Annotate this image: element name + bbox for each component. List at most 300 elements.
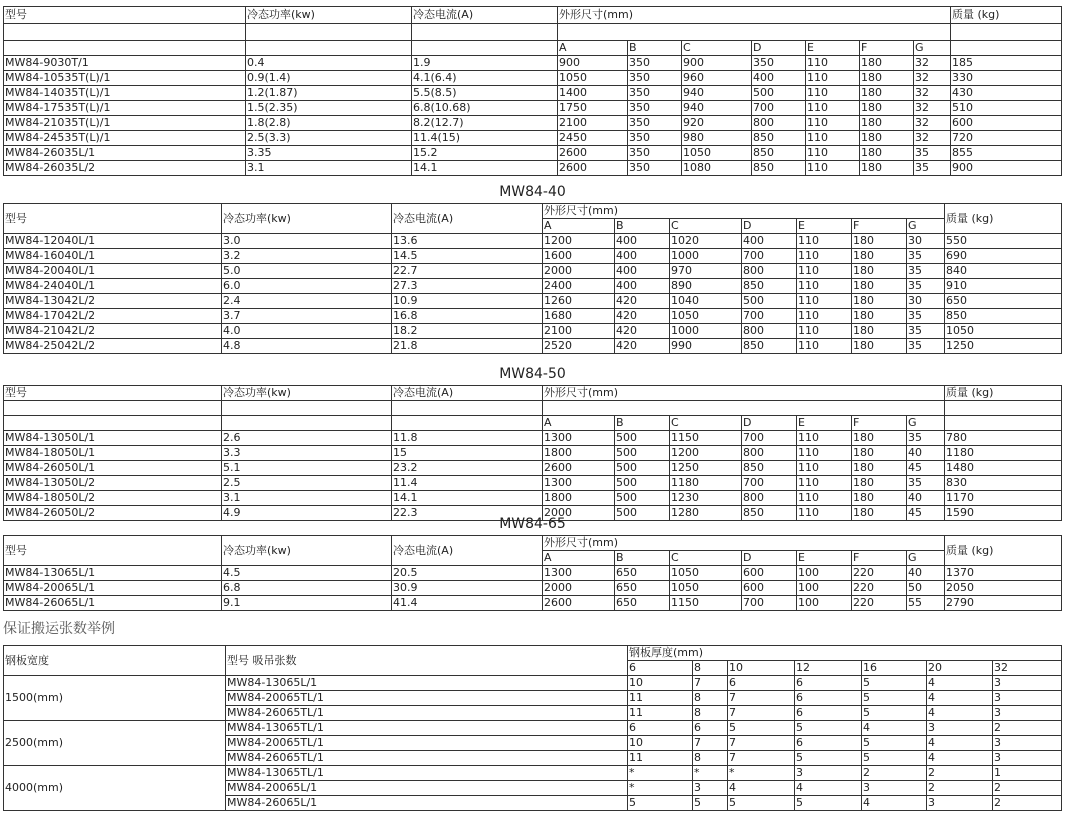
- header-model: 型号: [4, 536, 222, 566]
- dim-letter: E: [806, 41, 860, 56]
- header-blank: [222, 416, 392, 431]
- dimension-cell: 180: [852, 309, 907, 324]
- model-cell: MW84-10535T(L)/1: [4, 71, 246, 86]
- dimension-cell: 500: [615, 446, 670, 461]
- power-cell: 2.4: [222, 294, 392, 309]
- model-cell: MW84-13065TL/1: [226, 766, 628, 781]
- spec-table-mw84-40: [3, 203, 1062, 354]
- dimension-cell: 2450: [558, 131, 628, 146]
- count-cell: 5: [628, 796, 693, 811]
- dimension-cell: 180: [860, 146, 914, 161]
- table-row: [4, 676, 1062, 691]
- power-cell: 3.2: [222, 249, 392, 264]
- table-row: [4, 491, 1062, 506]
- dimension-cell: 1250: [670, 461, 742, 476]
- count-cell: 4: [927, 736, 993, 751]
- table-row: [4, 309, 1062, 324]
- dimension-cell: 700: [752, 101, 806, 116]
- weight-cell: 910: [945, 279, 1062, 294]
- dimension-cell: 850: [742, 461, 797, 476]
- dimension-cell: 1020: [670, 234, 742, 249]
- dimension-cell: 35: [907, 324, 945, 339]
- header-power: 冷态功率(kw): [222, 536, 392, 566]
- count-cell: 4: [927, 676, 993, 691]
- power-cell: 9.1: [222, 596, 392, 611]
- dimension-cell: 500: [615, 461, 670, 476]
- dimension-cell: 110: [797, 476, 852, 491]
- count-cell: 5: [693, 796, 728, 811]
- dimension-cell: 940: [682, 86, 752, 101]
- header-blank: [543, 401, 945, 416]
- thickness-cell: 32: [993, 661, 1062, 676]
- dimension-cell: 180: [852, 264, 907, 279]
- dimension-cell: 180: [860, 116, 914, 131]
- dim-letter: D: [742, 219, 797, 234]
- model-cell: MW84-20065L/1: [4, 581, 222, 596]
- thickness-cell: 12: [795, 661, 862, 676]
- header-blank: [392, 401, 543, 416]
- count-cell: 11: [628, 691, 693, 706]
- table-row: [4, 461, 1062, 476]
- dimension-cell: 1800: [543, 491, 615, 506]
- count-cell: 8: [693, 691, 728, 706]
- dimension-cell: 180: [852, 491, 907, 506]
- table-row: [4, 294, 1062, 309]
- model-cell: MW84-26050L/2: [4, 506, 222, 521]
- plate-width-cell: 1500(mm): [4, 676, 226, 721]
- count-cell: 3: [993, 706, 1062, 721]
- header-blank: [4, 416, 222, 431]
- table-row: [4, 476, 1062, 491]
- dim-letters-row: [4, 416, 1062, 431]
- table-row: [4, 446, 1062, 461]
- dim-letter: F: [852, 416, 907, 431]
- count-cell: 7: [728, 691, 795, 706]
- power-cell: 4.8: [222, 339, 392, 354]
- current-cell: 5.5(8.5): [412, 86, 558, 101]
- header-dimensions: 外形尺寸(mm): [543, 536, 945, 551]
- dimension-cell: 2600: [543, 596, 615, 611]
- dimension-cell: 500: [742, 294, 797, 309]
- count-cell: 4: [927, 751, 993, 766]
- count-cell: 7: [728, 706, 795, 721]
- model-cell: MW84-26065L/1: [226, 796, 628, 811]
- power-cell: 4.9: [222, 506, 392, 521]
- count-cell: 6: [795, 706, 862, 721]
- dimension-cell: 2100: [543, 324, 615, 339]
- dimension-cell: 32: [914, 101, 951, 116]
- dimension-cell: 110: [797, 234, 852, 249]
- count-cell: 5: [862, 676, 927, 691]
- dimension-cell: 180: [852, 249, 907, 264]
- dimension-cell: 700: [742, 596, 797, 611]
- current-cell: 6.8(10.68): [412, 101, 558, 116]
- model-cell: MW84-21042L/2: [4, 324, 222, 339]
- model-cell: MW84-17535T(L)/1: [4, 101, 246, 116]
- weight-cell: 2790: [945, 596, 1062, 611]
- table-row: [4, 71, 1062, 86]
- dimension-cell: 180: [852, 324, 907, 339]
- current-cell: 14.1: [412, 161, 558, 176]
- dimension-cell: 970: [670, 264, 742, 279]
- weight-cell: 2050: [945, 581, 1062, 596]
- model-cell: MW84-26065L/1: [4, 596, 222, 611]
- dimension-cell: 400: [615, 279, 670, 294]
- dimension-cell: 110: [806, 86, 860, 101]
- dim-letter: D: [752, 41, 806, 56]
- plate-width-cell: 4000(mm): [4, 766, 226, 811]
- dimension-cell: 32: [914, 116, 951, 131]
- dimension-cell: 32: [914, 71, 951, 86]
- table-row: [4, 146, 1062, 161]
- dimension-cell: 180: [860, 131, 914, 146]
- table-row: [4, 131, 1062, 146]
- dimension-cell: 30: [907, 234, 945, 249]
- weight-cell: 1180: [945, 446, 1062, 461]
- power-cell: 1.2(1.87): [246, 86, 412, 101]
- dimension-cell: 110: [806, 56, 860, 71]
- count-cell: 4: [927, 706, 993, 721]
- dimension-cell: 1600: [543, 249, 615, 264]
- model-cell: MW84-13065L/1: [4, 566, 222, 581]
- header-blank: [945, 416, 1062, 431]
- current-cell: 8.2(12.7): [412, 116, 558, 131]
- dimension-cell: 32: [914, 86, 951, 101]
- model-cell: MW84-13065L/1: [226, 676, 628, 691]
- model-cell: MW84-20040L/1: [4, 264, 222, 279]
- handling-examples-caption: 保证搬运张数举例: [3, 621, 115, 637]
- count-cell: 1: [993, 766, 1062, 781]
- dimension-cell: 110: [797, 324, 852, 339]
- dimension-cell: 420: [615, 324, 670, 339]
- weight-cell: 720: [951, 131, 1062, 146]
- dimension-cell: 110: [797, 294, 852, 309]
- weight-cell: 855: [951, 146, 1062, 161]
- model-cell: MW84-14035T(L)/1: [4, 86, 246, 101]
- dimension-cell: 1260: [543, 294, 615, 309]
- dimension-cell: 100: [797, 581, 852, 596]
- dimension-cell: 32: [914, 131, 951, 146]
- count-cell: 6: [728, 676, 795, 691]
- current-cell: 11.8: [392, 431, 543, 446]
- dimension-cell: 600: [742, 566, 797, 581]
- count-cell: 7: [728, 751, 795, 766]
- header-current: 冷态电流(A): [392, 204, 543, 234]
- current-cell: 30.9: [392, 581, 543, 596]
- weight-cell: 850: [945, 309, 1062, 324]
- header-blank: [412, 41, 558, 56]
- dimension-cell: 110: [806, 101, 860, 116]
- weight-cell: 185: [951, 56, 1062, 71]
- count-cell: 6: [795, 676, 862, 691]
- dimension-cell: 500: [615, 476, 670, 491]
- count-cell: 11: [628, 751, 693, 766]
- table-row: [4, 324, 1062, 339]
- header-blank: [246, 41, 412, 56]
- power-cell: 3.1: [222, 491, 392, 506]
- current-cell: 20.5: [392, 566, 543, 581]
- header-blank: [392, 416, 543, 431]
- dimension-cell: 350: [628, 56, 682, 71]
- current-cell: 16.8: [392, 309, 543, 324]
- count-cell: *: [728, 766, 795, 781]
- thickness-cell: 20: [927, 661, 993, 676]
- dimension-cell: 900: [558, 56, 628, 71]
- dimension-cell: 1750: [558, 101, 628, 116]
- header-model: 型号: [4, 7, 246, 24]
- header-power: 冷态功率(kw): [246, 7, 412, 24]
- dimension-cell: 220: [852, 566, 907, 581]
- table-row: [4, 234, 1062, 249]
- dim-letter: C: [670, 416, 742, 431]
- weight-cell: 550: [945, 234, 1062, 249]
- table-row: [4, 766, 1062, 781]
- count-cell: 3: [693, 781, 728, 796]
- model-cell: MW84-20065TL/1: [226, 691, 628, 706]
- dimension-cell: 40: [907, 446, 945, 461]
- count-cell: 3: [993, 691, 1062, 706]
- weight-cell: 780: [945, 431, 1062, 446]
- dim-letter: E: [797, 219, 852, 234]
- dimension-cell: 2600: [543, 461, 615, 476]
- header-weight: 质量 (kg): [945, 204, 1062, 234]
- dimension-cell: 180: [852, 294, 907, 309]
- dimension-cell: 990: [670, 339, 742, 354]
- table-row: [4, 161, 1062, 176]
- dimension-cell: 700: [742, 476, 797, 491]
- dimension-cell: 180: [860, 101, 914, 116]
- count-cell: 6: [795, 691, 862, 706]
- dimension-cell: 1050: [670, 581, 742, 596]
- count-cell: 8: [693, 751, 728, 766]
- dimension-cell: 2000: [543, 581, 615, 596]
- dimension-cell: 35: [907, 279, 945, 294]
- dimension-cell: 650: [615, 581, 670, 596]
- power-cell: 0.4: [246, 56, 412, 71]
- dimension-cell: 500: [615, 431, 670, 446]
- count-cell: 8: [693, 706, 728, 721]
- dimension-cell: 100: [797, 596, 852, 611]
- count-cell: 2: [993, 721, 1062, 736]
- count-cell: 5: [795, 751, 862, 766]
- dimension-cell: 1680: [543, 309, 615, 324]
- current-cell: 23.2: [392, 461, 543, 476]
- count-cell: 3: [993, 736, 1062, 751]
- count-cell: 4: [862, 796, 927, 811]
- dim-letter: B: [615, 219, 670, 234]
- header-blank: [222, 401, 392, 416]
- model-cell: MW84-17042L/2: [4, 309, 222, 324]
- dimension-cell: 35: [914, 146, 951, 161]
- dimension-cell: 2000: [543, 506, 615, 521]
- dimension-cell: 420: [615, 339, 670, 354]
- dimension-cell: 800: [742, 264, 797, 279]
- model-cell: MW84-18050L/1: [4, 446, 222, 461]
- model-cell: MW84-26065TL/1: [226, 706, 628, 721]
- count-cell: 4: [728, 781, 795, 796]
- dimension-cell: 1300: [543, 476, 615, 491]
- dimension-cell: 55: [907, 596, 945, 611]
- header-model: 型号: [4, 386, 222, 401]
- weight-cell: 1590: [945, 506, 1062, 521]
- dim-letter: E: [797, 416, 852, 431]
- dimension-cell: 400: [742, 234, 797, 249]
- dimension-cell: 400: [752, 71, 806, 86]
- power-cell: 2.6: [222, 431, 392, 446]
- dimension-cell: 32: [914, 56, 951, 71]
- dimension-cell: 1400: [558, 86, 628, 101]
- dimension-cell: 180: [852, 506, 907, 521]
- table-row: [4, 339, 1062, 354]
- dimension-cell: 220: [852, 581, 907, 596]
- count-cell: 2: [862, 766, 927, 781]
- model-cell: MW84-26050L/1: [4, 461, 222, 476]
- dimension-cell: 1180: [670, 476, 742, 491]
- current-cell: 22.3: [392, 506, 543, 521]
- weight-cell: 1370: [945, 566, 1062, 581]
- dimension-cell: 110: [797, 431, 852, 446]
- count-cell: 3: [927, 721, 993, 736]
- dimension-cell: 30: [907, 294, 945, 309]
- dimension-cell: 2000: [543, 264, 615, 279]
- dimension-cell: 850: [742, 339, 797, 354]
- dimension-cell: 850: [752, 131, 806, 146]
- dimension-cell: 350: [628, 161, 682, 176]
- power-cell: 3.35: [246, 146, 412, 161]
- dimension-cell: 800: [742, 491, 797, 506]
- dimension-cell: 40: [907, 566, 945, 581]
- thickness-cell: 16: [862, 661, 927, 676]
- dim-letters-row: [4, 41, 1062, 56]
- dimension-cell: 180: [860, 86, 914, 101]
- handling-count-table: [3, 645, 1062, 811]
- table-row: [4, 264, 1062, 279]
- dimension-cell: 180: [860, 161, 914, 176]
- dimension-cell: 800: [752, 116, 806, 131]
- dimension-cell: 650: [615, 566, 670, 581]
- current-cell: 10.9: [392, 294, 543, 309]
- weight-cell: 330: [951, 71, 1062, 86]
- dimension-cell: 1200: [543, 234, 615, 249]
- dim-letter: F: [852, 551, 907, 566]
- header-blank: [4, 24, 246, 41]
- weight-cell: 510: [951, 101, 1062, 116]
- power-cell: 1.8(2.8): [246, 116, 412, 131]
- dimension-cell: 1050: [670, 566, 742, 581]
- weight-cell: 1050: [945, 324, 1062, 339]
- dimension-cell: 850: [742, 506, 797, 521]
- model-cell: MW84-13065TL/1: [226, 721, 628, 736]
- model-cell: MW84-13050L/2: [4, 476, 222, 491]
- count-cell: 10: [628, 736, 693, 751]
- count-cell: 5: [728, 796, 795, 811]
- table-title-mw84-50: MW84-50: [499, 366, 566, 382]
- dimension-cell: 180: [852, 431, 907, 446]
- power-cell: 3.1: [246, 161, 412, 176]
- model-cell: MW84-12040L/1: [4, 234, 222, 249]
- power-cell: 6.0: [222, 279, 392, 294]
- dimension-cell: 35: [907, 476, 945, 491]
- power-cell: 6.8: [222, 581, 392, 596]
- dim-letter: E: [797, 551, 852, 566]
- table-row: [4, 596, 1062, 611]
- dim-letter: B: [615, 416, 670, 431]
- header-model: 型号: [4, 204, 222, 234]
- dimension-cell: 500: [615, 506, 670, 521]
- dimension-cell: 110: [797, 446, 852, 461]
- dimension-cell: 2520: [543, 339, 615, 354]
- dimension-cell: 180: [852, 234, 907, 249]
- dimension-cell: 110: [797, 309, 852, 324]
- count-cell: 3: [993, 751, 1062, 766]
- power-cell: 3.0: [222, 234, 392, 249]
- dimension-cell: 100: [797, 566, 852, 581]
- count-cell: 5: [862, 736, 927, 751]
- current-cell: 14.5: [392, 249, 543, 264]
- table-row: [4, 279, 1062, 294]
- dim-letter: A: [558, 41, 628, 56]
- current-cell: 22.7: [392, 264, 543, 279]
- dim-letter: C: [682, 41, 752, 56]
- current-cell: 41.4: [392, 596, 543, 611]
- dimension-cell: 110: [806, 161, 860, 176]
- dimension-cell: 800: [742, 324, 797, 339]
- dimension-cell: 350: [628, 131, 682, 146]
- table-title-mw84-40: MW84-40: [499, 184, 566, 200]
- dimension-cell: 220: [852, 596, 907, 611]
- dimension-cell: 35: [907, 309, 945, 324]
- dimension-cell: 2100: [558, 116, 628, 131]
- dimension-cell: 500: [752, 86, 806, 101]
- header-blank: [246, 24, 412, 41]
- dim-letter: A: [543, 416, 615, 431]
- dimension-cell: 890: [670, 279, 742, 294]
- header-weight: 质量 (kg): [945, 536, 1062, 566]
- dim-letter: C: [670, 219, 742, 234]
- header-blank: [558, 24, 951, 41]
- dimension-cell: 1230: [670, 491, 742, 506]
- dim-letter: F: [852, 219, 907, 234]
- spec-table-mw84-35: [3, 6, 1062, 176]
- count-cell: 5: [795, 796, 862, 811]
- model-cell: MW84-26035L/1: [4, 146, 246, 161]
- dim-letter: B: [615, 551, 670, 566]
- dim-letter: G: [907, 416, 945, 431]
- dimension-cell: 35: [907, 339, 945, 354]
- header-dimensions: 外形尺寸(mm): [543, 204, 945, 219]
- count-cell: 11: [628, 706, 693, 721]
- dimension-cell: 400: [615, 234, 670, 249]
- current-cell: 14.1: [392, 491, 543, 506]
- model-cell: MW84-25042L/2: [4, 339, 222, 354]
- dimension-cell: 420: [615, 294, 670, 309]
- dim-letter: B: [628, 41, 682, 56]
- table-row: [4, 721, 1062, 736]
- power-cell: 0.9(1.4): [246, 71, 412, 86]
- dim-letter: G: [907, 551, 945, 566]
- weight-cell: 900: [951, 161, 1062, 176]
- dimension-cell: 1050: [558, 71, 628, 86]
- count-cell: 3: [795, 766, 862, 781]
- count-cell: 2: [927, 766, 993, 781]
- header-plate-thickness: 钢板厚度(mm): [628, 646, 1062, 661]
- dimension-cell: 110: [797, 461, 852, 476]
- power-cell: 3.7: [222, 309, 392, 324]
- weight-cell: 1250: [945, 339, 1062, 354]
- model-cell: MW84-21035T(L)/1: [4, 116, 246, 131]
- weight-cell: 1480: [945, 461, 1062, 476]
- model-cell: MW84-16040L/1: [4, 249, 222, 264]
